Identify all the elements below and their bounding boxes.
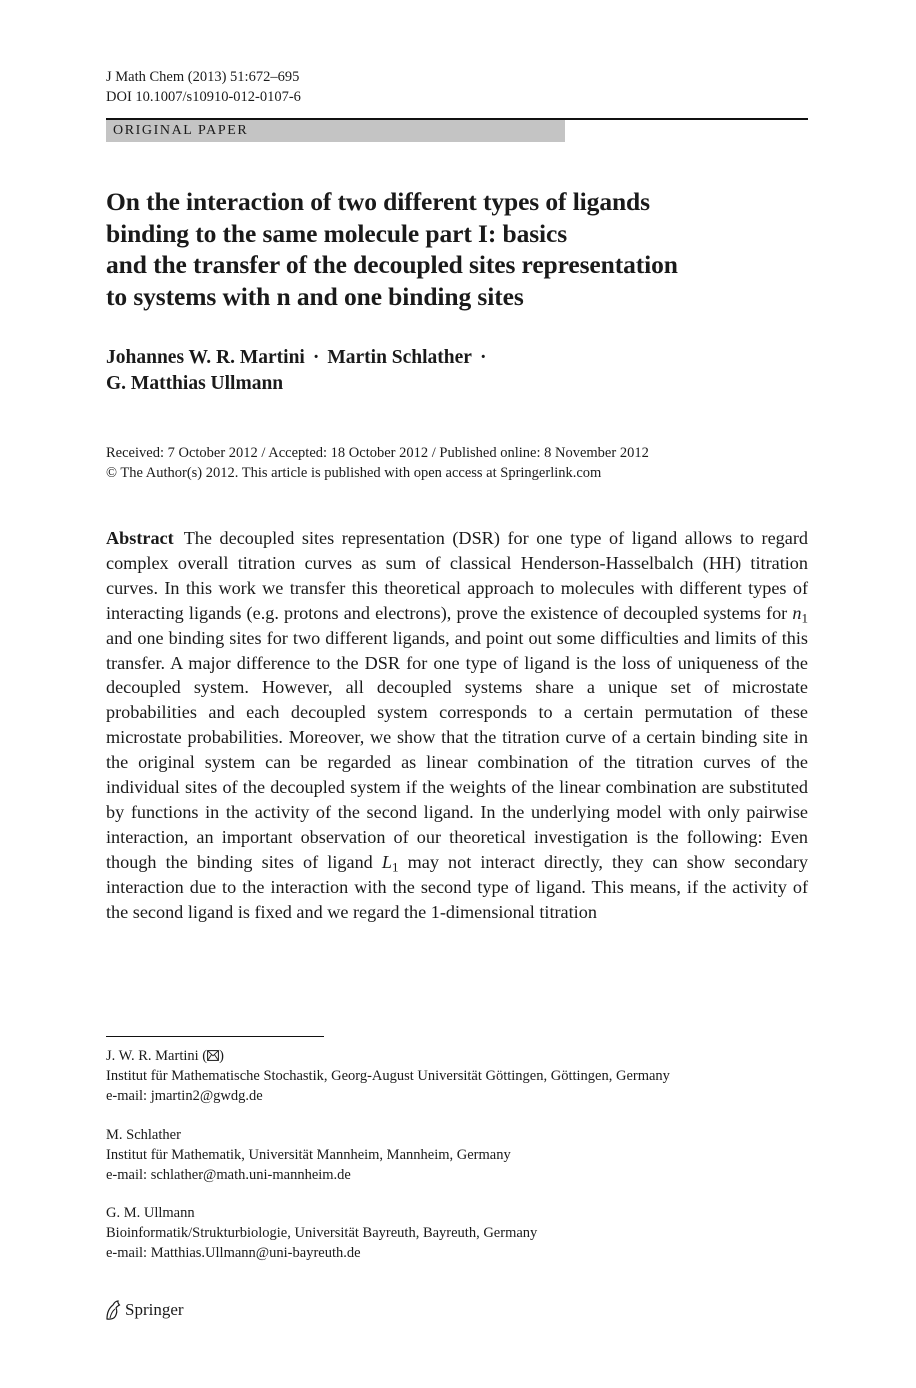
author-name[interactable]: Martin Schlather — [327, 347, 472, 368]
paper-title — [106, 186, 806, 312]
abstract-text: and one binding sites for two different ligands, and point out some difficulties and limits of this transfer. A major difference to the DSR for one type of ligand is the loss of uniqueness of the decoupled system. However, all decoupled systems share a unique set of microstate probabilities and each decoupled system corresponds to a certain permutation of these microstate probabilities. Moreover, we show that the titration curve of a certain binding site in the original system can be regarded as linear combination of the titration curves of the individual sites of the decoupled system if the weights of the linear combination are substituted by functions in the activity of the second ligand. In the underlying model with only pairwise interaction, an important observation of our theoretical investigation is the following: Even though the binding sites of ligand — [106, 627, 808, 872]
affiliation-email[interactable]: e-mail: jmartin2@gwdg.de — [106, 1088, 263, 1104]
affiliation-name-close: ) — [219, 1048, 224, 1064]
envelope-icon[interactable] — [207, 1050, 219, 1061]
affiliation — [106, 1203, 826, 1263]
affiliation-email[interactable]: e-mail: Matthias.Ullmann@uni-bayreuth.de — [106, 1245, 361, 1261]
section-label-bar — [106, 120, 565, 142]
affiliation — [106, 1046, 826, 1106]
author-name[interactable]: G. Matthias Ullmann — [106, 373, 284, 394]
springer-horse-icon — [104, 1299, 122, 1321]
author-list — [106, 345, 806, 397]
math-subscript: 1 — [801, 609, 808, 625]
copyright-line: © The Author(s) 2012. This article is published with open access at Springerlink.com — [106, 465, 602, 481]
journal-doi[interactable]: DOI 10.1007/s10910-012-0107-6 — [106, 89, 301, 105]
publisher-logo — [104, 1298, 184, 1322]
author-separator: · — [312, 347, 320, 368]
affiliation-email[interactable]: e-mail: schlather@math.uni-mannheim.de — [106, 1167, 351, 1183]
footnote-rule — [106, 1036, 324, 1037]
abstract-text: may not interact directly, they can show secondary interaction due to the interaction with the second type of ligand. This means, if the activity of the second ligand is fixed and we regard the 1-dimensional titration — [106, 851, 808, 922]
title-line: and the transfer of the decoupled sites representation — [106, 250, 678, 279]
affiliation-institute: Institut für Mathematik, Universität Mannheim, Mannheim, Germany — [106, 1147, 511, 1163]
affiliation-name: G. M. Ullmann — [106, 1205, 195, 1221]
author-separator: · — [479, 347, 487, 368]
affiliation-name: J. W. R. Martini ( — [106, 1048, 208, 1064]
abstract-label: Abstract — [106, 528, 174, 548]
abstract-text: The decoupled sites representation (DSR) for one type of ligand allows to regard complex overall titration curves as sum of classical Henderson-Hasselbalch (HH) titration curves. In this work we transfer this theoretical approach to molecules with different types of interacting ligands (e.g. protons and electrons), prove the existence of decoupled systems for — [106, 528, 808, 623]
title-line: On the interaction of two different types of ligands — [106, 187, 650, 216]
history-line: Received: 7 October 2012 / Accepted: 18 October 2012 / Published online: 8 November 2012 — [106, 445, 649, 461]
title-line: to systems with n and one binding sites — [106, 281, 524, 311]
publication-dates — [106, 443, 826, 483]
publisher-name: Springer — [125, 1300, 184, 1319]
journal-citation: J Math Chem (2013) 51:672–695 — [106, 69, 300, 85]
math-variable: L — [381, 851, 392, 872]
affiliation-institute: Institut für Mathematische Stochastik, Georg-August Universität Göttingen, Göttingen, Germany — [106, 1068, 670, 1084]
math-variable: n — [792, 602, 802, 623]
affiliation-institute: Bioinformatik/Strukturbiologie, Universität Bayreuth, Bayreuth, Germany — [106, 1225, 538, 1241]
journal-header — [106, 67, 301, 107]
affiliation-name: M. Schlather — [106, 1127, 181, 1143]
affiliation — [106, 1125, 826, 1185]
section-label: ORIGINAL PAPER — [113, 123, 249, 138]
title-line: binding to the same molecule part I: basics — [106, 218, 568, 248]
math-subscript: 1 — [391, 859, 399, 875]
author-name[interactable]: Johannes W. R. Martini — [106, 347, 305, 368]
abstract — [106, 526, 808, 925]
